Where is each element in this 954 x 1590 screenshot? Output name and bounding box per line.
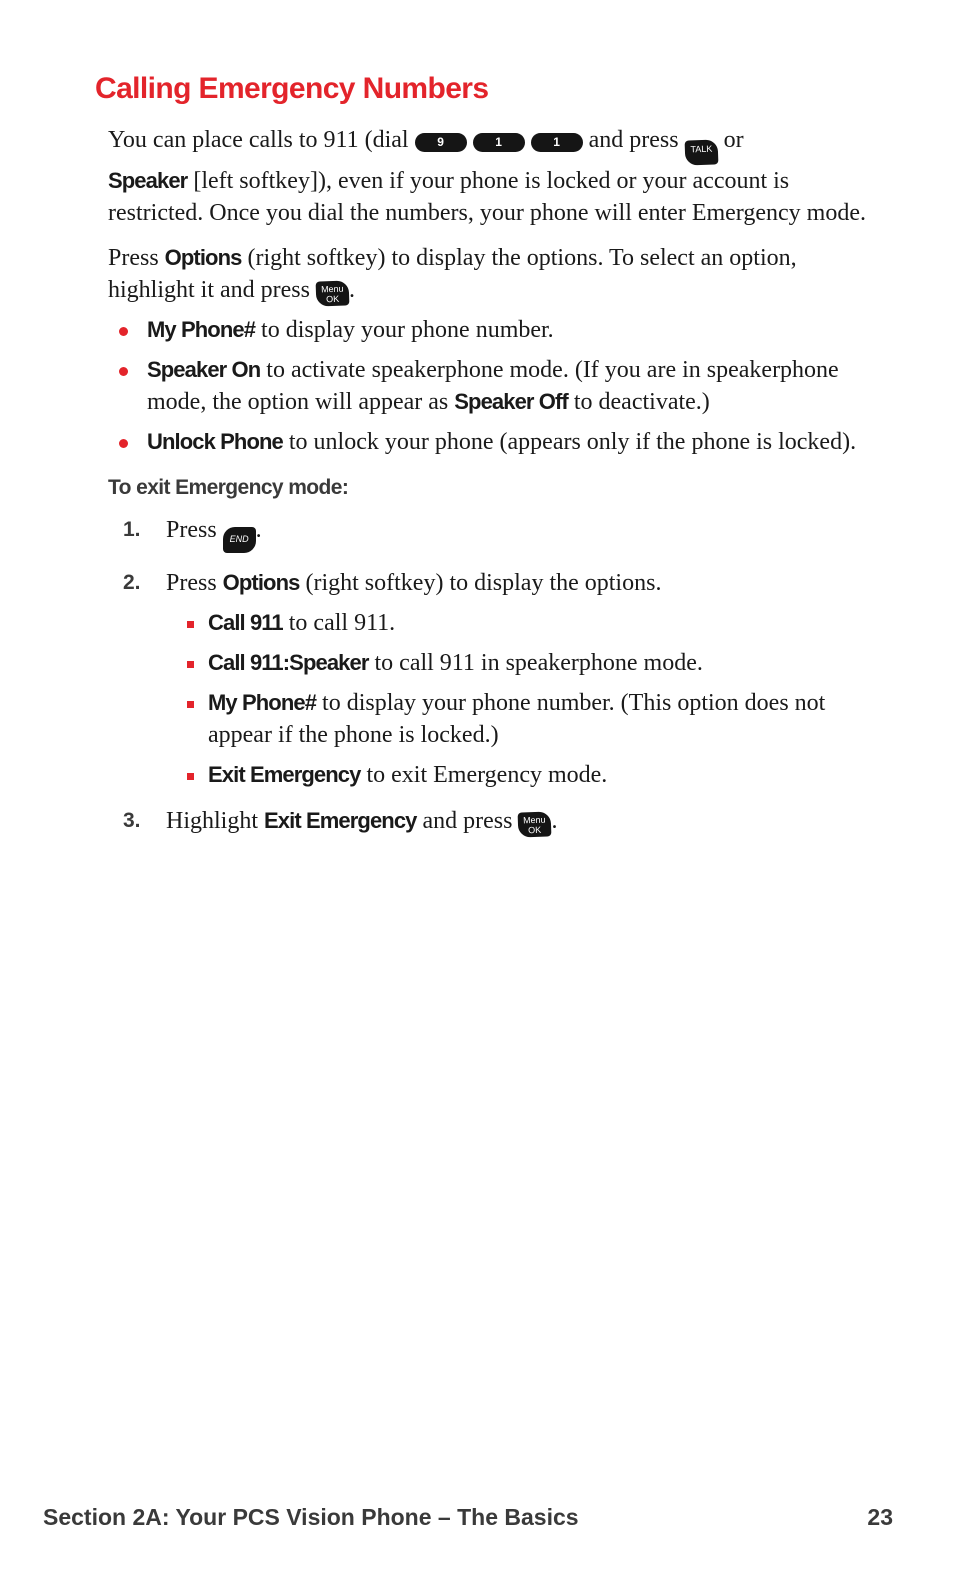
- intro-text-2: and press: [582, 127, 685, 153]
- step-number: 3.: [123, 809, 141, 832]
- cmd-label: My Phone#: [208, 690, 317, 715]
- sub-list-item: [166, 607, 826, 639]
- bullet-dot-icon: [119, 367, 128, 376]
- step-text: and press: [416, 808, 519, 834]
- intro-text-1: You can place calls to 911 (dial: [108, 127, 415, 153]
- square-bullet-icon: [187, 621, 194, 628]
- content-body: [108, 124, 868, 851]
- square-bullet-icon: [187, 661, 194, 668]
- list-item: [108, 426, 868, 458]
- cmd-label: Unlock Phone: [147, 429, 283, 454]
- options-text-2: (right softkey) to display the options. To select an option, highlight it and press: [108, 245, 797, 303]
- menu-ok-key-icon: [518, 811, 552, 837]
- ok-key-label: OK: [528, 824, 542, 836]
- end-key-icon: END: [223, 527, 256, 553]
- ok-key-label: OK: [325, 293, 340, 305]
- intro-text-3: or: [717, 127, 744, 153]
- options-text-1: Press: [108, 245, 165, 271]
- item-text: to call 911.: [282, 610, 396, 636]
- sub-list-item: [166, 759, 826, 791]
- subheading: To exit Emergency mode:: [108, 476, 349, 499]
- step-text: Highlight: [166, 808, 265, 834]
- page-number: 23: [867, 1504, 893, 1530]
- bullet-dot-icon: [119, 439, 128, 448]
- sub-options-list: [166, 607, 826, 791]
- cmd-label: Call 911: [208, 610, 283, 635]
- item-text: to activate speakerphone mode. (If you are in speakerphone mode, the option will appear as: [147, 357, 839, 415]
- footer-section-title: Section 2A: Your PCS Vision Phone – The Basics: [43, 1504, 579, 1530]
- cmd-label: My Phone#: [147, 317, 256, 342]
- item-text: to call 911 in speakerphone mode.: [368, 650, 703, 676]
- item-text: to exit Emergency mode.: [360, 762, 608, 788]
- sub-list-item: [166, 687, 826, 751]
- square-bullet-icon: [187, 773, 194, 780]
- talk-key-icon: TALK: [684, 139, 718, 165]
- key-1-icon: 1: [473, 133, 525, 152]
- step-text: Press: [166, 570, 223, 596]
- step-item: [108, 805, 868, 837]
- item-text: to deactivate.): [567, 389, 710, 415]
- step-number: 1.: [123, 518, 141, 541]
- bullet-dot-icon: [119, 327, 128, 336]
- intro-paragraph: [108, 124, 868, 229]
- cmd-options: Options: [164, 245, 242, 270]
- cmd-label: Call 911:Speaker: [208, 650, 369, 675]
- square-bullet-icon: [187, 701, 194, 708]
- menu-key-label: Menu: [320, 283, 344, 295]
- item-text: to display your phone number.: [255, 317, 554, 343]
- cmd-label: Speaker On: [147, 357, 261, 382]
- step-item: [108, 567, 868, 791]
- page-footer: [43, 1504, 893, 1531]
- step-number: 2.: [123, 571, 141, 594]
- menu-ok-key-icon: [316, 280, 350, 306]
- cmd-speaker: Speaker: [108, 168, 188, 193]
- key-1-icon: 1: [531, 133, 583, 152]
- step-text: (right softkey) to display the options.: [299, 570, 662, 596]
- list-item: [108, 314, 868, 346]
- item-text: to unlock your phone (appears only if the phone is locked).: [282, 429, 857, 455]
- list-item: [108, 354, 868, 418]
- step-text: Press: [166, 517, 223, 543]
- options-text-3: .: [348, 277, 355, 303]
- steps-list: [108, 514, 868, 837]
- cmd-label: Speaker Off: [454, 389, 568, 414]
- cmd-label: Options: [222, 570, 300, 595]
- cmd-label: Exit Emergency: [208, 762, 361, 787]
- menu-key-label: Menu: [523, 814, 547, 826]
- sub-list-item: [166, 647, 826, 679]
- cmd-label: Exit Emergency: [264, 808, 417, 833]
- item-text: to display your phone number. (This option does not appear if the phone is locked.): [208, 690, 826, 748]
- options-paragraph: [108, 242, 868, 306]
- intro-text-4: [left softkey]), even if your phone is locked or your account is restricted. Once you dial the numbers, your phone will enter Emergency mode.: [108, 168, 866, 226]
- page-title: Calling Emergency Numbers: [95, 72, 489, 105]
- step-item: [108, 514, 868, 553]
- options-list: [108, 314, 868, 458]
- key-9-icon: 9: [415, 133, 467, 152]
- step-text: .: [551, 808, 558, 834]
- step-text: .: [255, 517, 262, 543]
